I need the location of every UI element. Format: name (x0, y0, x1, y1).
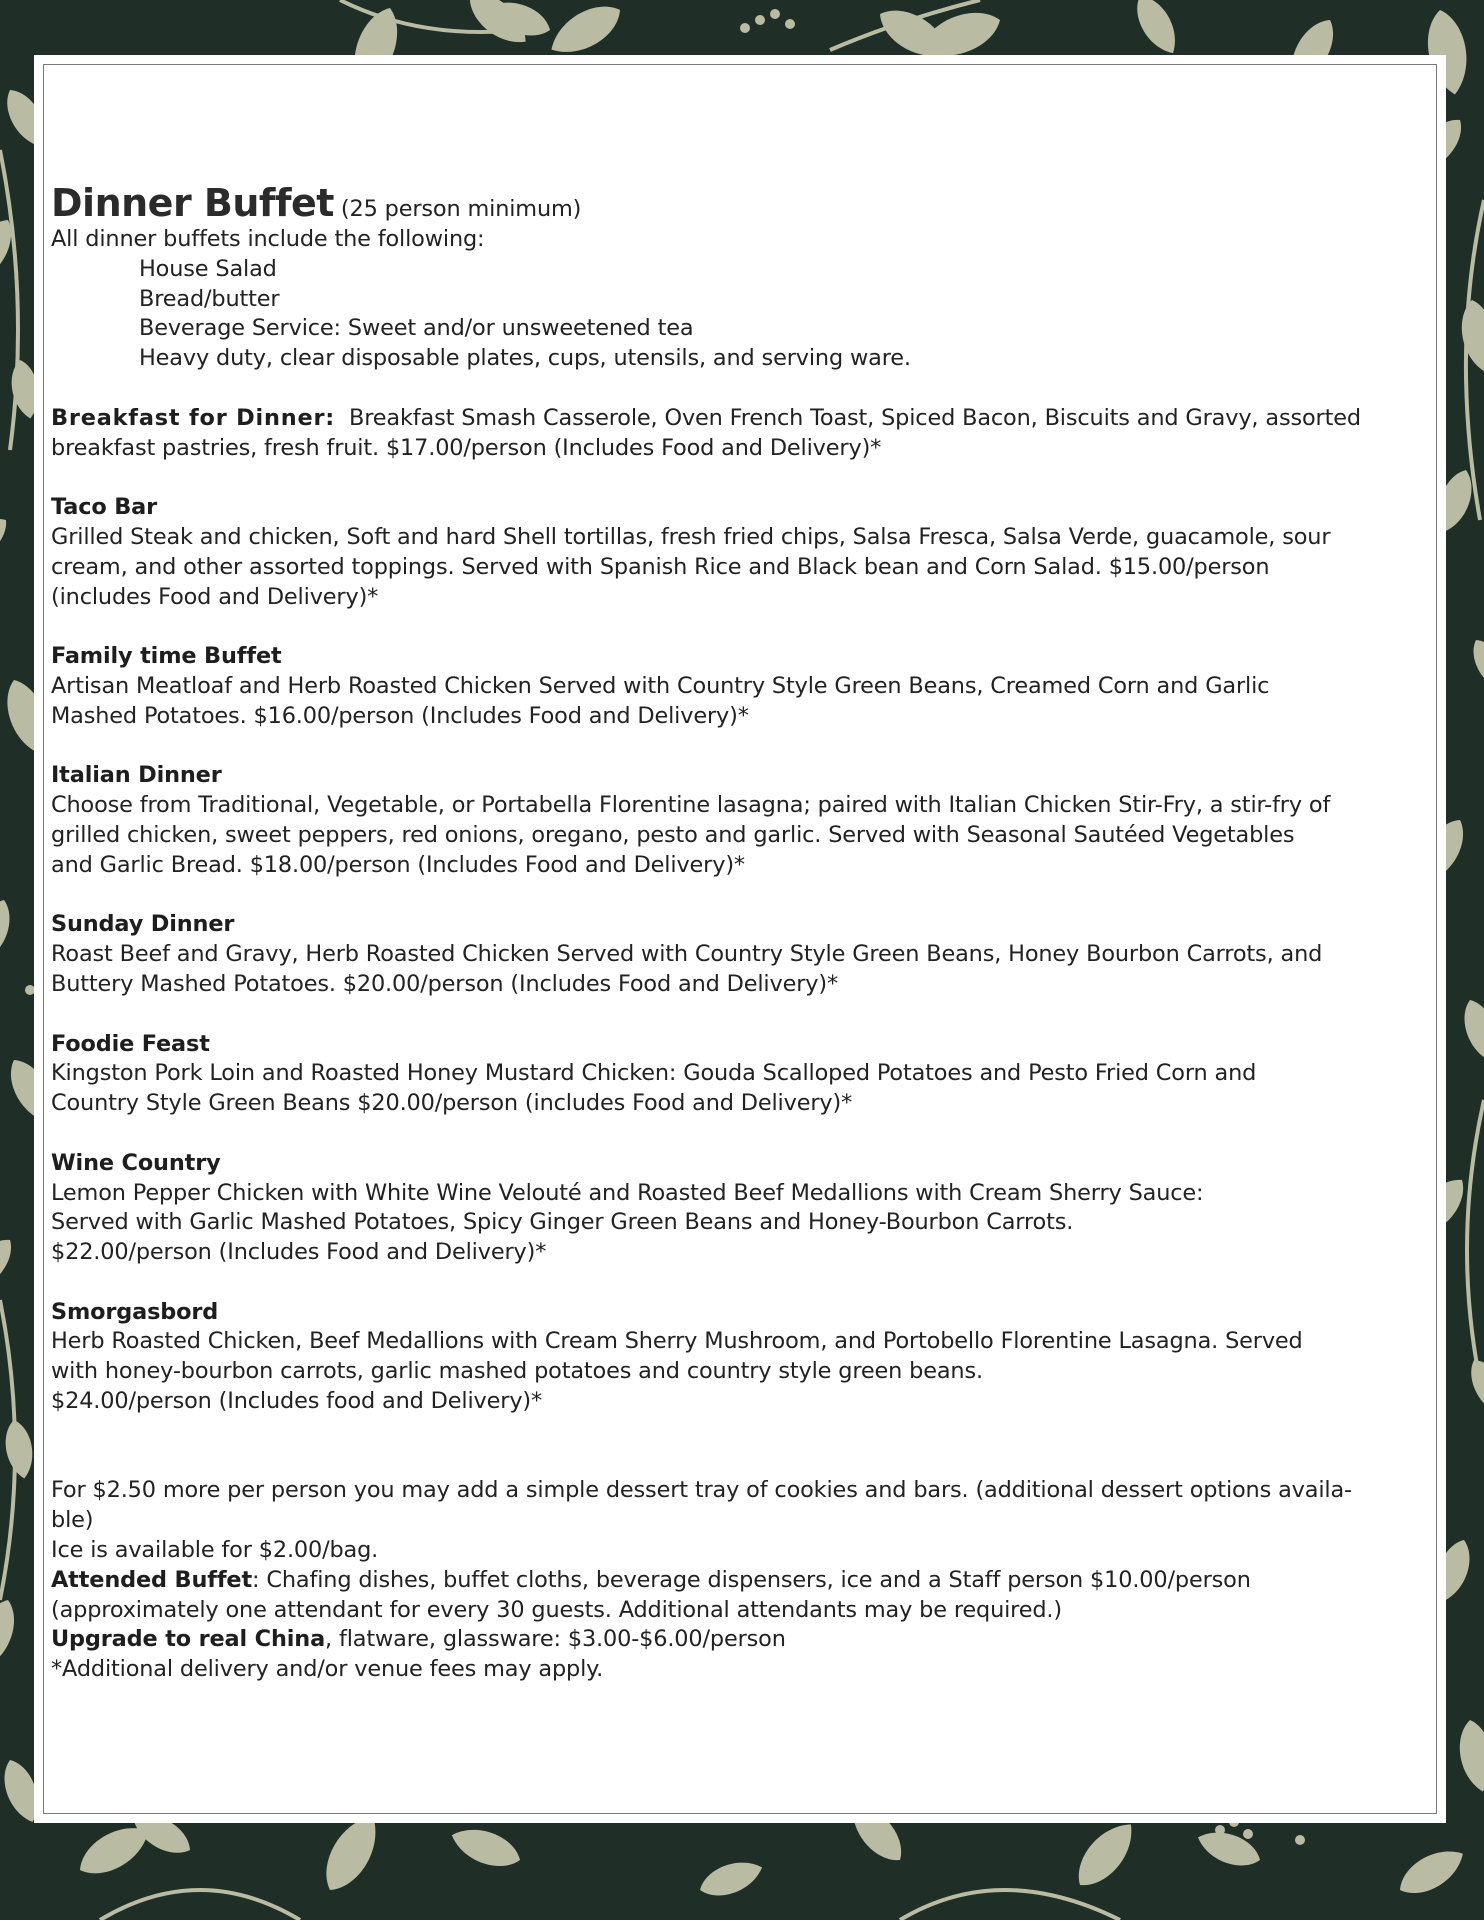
breakfast-line-2: breakfast pastries, fresh fruit. $17.00/person (Includes Food and Delivery)* (51, 434, 882, 461)
menu-desc-line: Country Style Green Beans $20.00/person (includes Food and Delivery)* (51, 1090, 853, 1117)
menu-desc-line: Lemon Pepper Chicken with White Wine Velouté and Roasted Beef Medallions with Cream Sherry Sauce: (51, 1179, 1204, 1206)
menu-desc-line: Roast Beef and Gravy, Herb Roasted Chicken Served with Country Style Green Beans, Honey Bourbon Carrots, and (51, 941, 1323, 968)
menu-name-wine-country: Wine Country (51, 1149, 221, 1176)
include-item: Beverage Service: Sweet and/or unsweetened tea (139, 315, 694, 342)
include-item: Bread/butter (139, 285, 280, 312)
menu-content (51, 181, 1431, 1685)
menu-name-family-time: Family time Buffet (51, 643, 282, 670)
include-item: House Salad (139, 255, 277, 282)
menu-desc-line: grilled chicken, sweet peppers, red onions, oregano, pesto and garlic. Served with Seasonal Sautéed Vegetables (51, 821, 1295, 848)
menu-desc-line: Artisan Meatloaf and Herb Roasted Chicken Served with Country Style Green Beans, Creamed Corn and Garlic (51, 672, 1270, 699)
dessert-note-cont: ble) (51, 1507, 94, 1534)
upgrade-label: Upgrade to real China (51, 1626, 326, 1653)
breakfast-line-1 (51, 404, 1431, 434)
attended-line (51, 1566, 1431, 1596)
menu-desc-line: and Garlic Bread. $18.00/person (Includes Food and Delivery)* (51, 851, 745, 878)
menu-name-taco-bar: Taco Bar (51, 494, 157, 521)
menu-desc-line: cream, and other assorted toppings. Served with Spanish Rice and Black bean and Corn Salad. $15.00/person (51, 553, 1270, 580)
upgrade-text: , flatware, glassware: $3.00-$6.00/person (325, 1626, 786, 1653)
breakfast-label: Breakfast for Dinner: (51, 404, 336, 431)
page-title: Dinner Buffet (51, 181, 334, 225)
menu-desc-line: $22.00/person (Includes Food and Delivery)* (51, 1239, 547, 1266)
menu-desc-line: Choose from Traditional, Vegetable, or Portabella Florentine lasagna; paired with Italian Chicken Stir-Fry, a stir-fry of (51, 792, 1331, 819)
upgrade-line (51, 1625, 1431, 1655)
include-item: Heavy duty, clear disposable plates, cups, utensils, and serving ware. (139, 345, 911, 372)
menu-desc-line: Mashed Potatoes. $16.00/person (Includes Food and Delivery)* (51, 702, 749, 729)
menu-name-foodie: Foodie Feast (51, 1030, 210, 1057)
person-minimum: (25 person minimum) (340, 196, 582, 222)
menu-name-sunday: Sunday Dinner (51, 911, 235, 938)
breakfast-desc: Breakfast Smash Casserole, Oven French Toast, Spiced Bacon, Biscuits and Gravy, assorted (349, 404, 1361, 431)
menu-name-smorgasbord: Smorgasbord (51, 1298, 219, 1325)
attended-label: Attended Buffet (51, 1566, 253, 1593)
dessert-note: For $2.50 more per person you may add a simple dessert tray of cookies and bars. (additional dessert options availa- (51, 1477, 1352, 1504)
title-line (51, 181, 1431, 231)
menu-desc-line: Served with Garlic Mashed Potatoes, Spicy Ginger Green Beans and Honey-Bourbon Carrots. (51, 1209, 1074, 1236)
attended-text: : Chafing dishes, buffet cloths, beverage dispensers, ice and a Staff person $10.00/person (252, 1566, 1251, 1593)
menu-name-italian: Italian Dinner (51, 762, 222, 789)
includes-intro: All dinner buffets include the following: (51, 226, 485, 252)
ice-note: Ice is available for $2.00/bag. (51, 1537, 379, 1564)
menu-desc-line: with honey-bourbon carrots, garlic mashed potatoes and country style green beans. (51, 1358, 983, 1385)
menu-desc-line: Kingston Pork Loin and Roasted Honey Mustard Chicken: Gouda Scalloped Potatoes and Pesto Fried Corn and (51, 1060, 1257, 1087)
attended-note: (approximately one attendant for every 30 guests. Additional attendants may be required.) (51, 1596, 1062, 1623)
fees-note: *Additional delivery and/or venue fees may apply. (51, 1656, 604, 1683)
menu-desc-line: (includes Food and Delivery)* (51, 583, 379, 610)
menu-desc-line: $24.00/person (Includes food and Delivery)* (51, 1388, 543, 1415)
menu-desc-line: Buttery Mashed Potatoes. $20.00/person (Includes Food and Delivery)* (51, 970, 839, 997)
menu-desc-line: Herb Roasted Chicken, Beef Medallions with Cream Sherry Mushroom, and Portobello Florentine Lasagna. Served (51, 1328, 1303, 1355)
menu-desc-line: Grilled Steak and chicken, Soft and hard Shell tortillas, fresh fried chips, Salsa Fresca, Salsa Verde, guacamole, sour (51, 523, 1331, 550)
